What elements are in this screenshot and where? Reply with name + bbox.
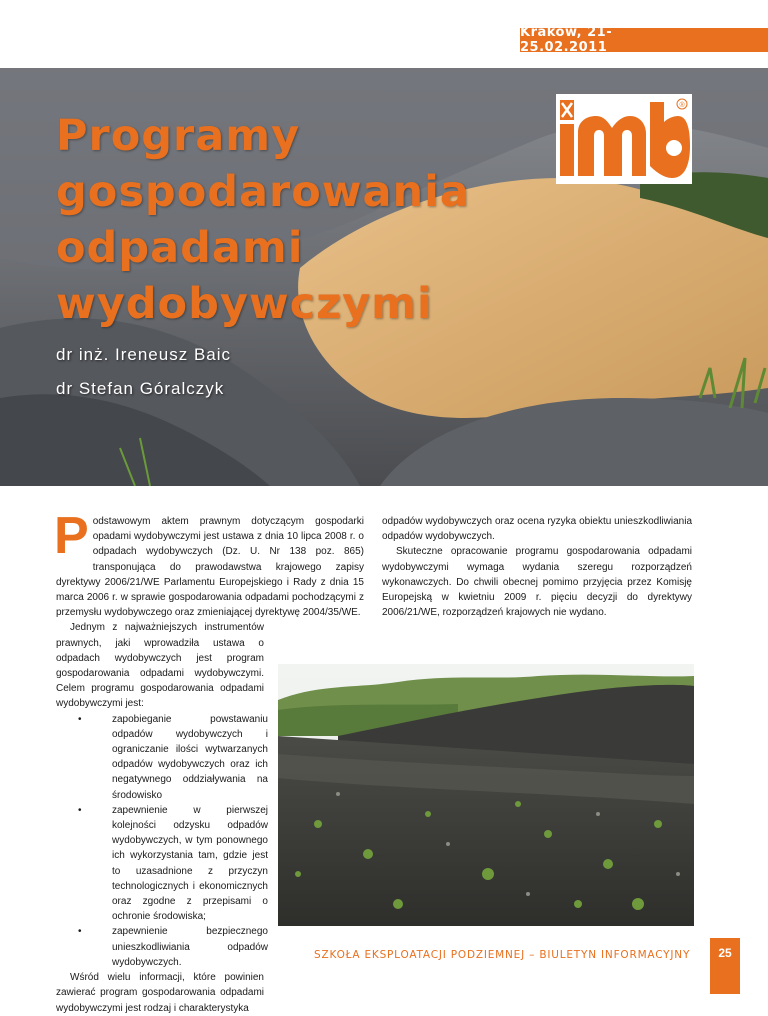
list-item: • zapobieganie powstawaniu odpadów wydobywczych i ograniczanie ilości wytwarzanych odpadów wydobywczych oraz ich negatywnego oddziaływania na środowisko bbox=[56, 712, 268, 803]
paragraph: Jednym z najważniejszych instrumentów prawnych, jaki wprowadziła ustawa o odpadach wydobywczych jest program gospodarowania odpadami wydobywczymi. Celem programu gospodarowania odpadami wydobywczymi jest: bbox=[56, 622, 264, 710]
article-title bbox=[56, 108, 470, 332]
event-date: Kraków, 21-25.02.2011 bbox=[520, 25, 613, 55]
author-name: dr Stefan Góralczyk bbox=[56, 379, 225, 398]
registered-mark: ® bbox=[679, 102, 685, 109]
drop-cap: P bbox=[54, 507, 89, 565]
title-line: Programy bbox=[56, 111, 301, 161]
waste-heap-photo bbox=[278, 664, 694, 926]
imb-logo bbox=[556, 94, 692, 184]
title-line: gospodarowania bbox=[56, 167, 470, 217]
goals-list bbox=[56, 712, 268, 970]
paragraph-intro: odstawowym aktem prawnym dotyczącym gospodarki opadami wydobywczymi jest ustawa z dnia 10 lipca 2008 r. o odpadach wydobywczych (Dz. U. Nr 138 poz. 865) transponująca do prawodawstwa krajowego zapisy dyrektywy 2006/21/WE Parlamentu Europejskiego i Rady z dnia 15 marca 2006 r. w sprawie gospodarowania odpadami pochodzącymi z przemysłu wydobywczego oraz zmieniającej dyrektywę 2004/35/WE. bbox=[56, 516, 364, 619]
title-line: odpadami bbox=[56, 223, 304, 273]
paragraph: Skuteczne opracowanie programu gospodarowania odpadami wydobywczymi wymaga wydania szeregu rozporządzeń wykonawczych. Do chwili obecnej pomimo przyjęcia przez Komisję Europejską w kwietniu 2009 r. pięciu decyzji do dyrektywy 2006/21/WE, rozporządzeń krajowych nie wydano. bbox=[382, 546, 692, 619]
waste-heap-illustration bbox=[278, 664, 694, 926]
imb-logo-mark bbox=[556, 94, 692, 184]
page-number-value: 25 bbox=[718, 946, 732, 960]
paragraph: Wśród wielu informacji, które powinien zawierać program gospodarowania odpadami wydobywczymi jest rodzaj i charakterystyka bbox=[56, 972, 264, 1014]
page-number bbox=[710, 938, 740, 994]
paragraph: odpadów wydobywczych oraz ocena ryzyka obiektu unieszkodliwiania odpadów wydobywczych. bbox=[382, 516, 692, 543]
event-date-tab bbox=[520, 25, 768, 55]
narrow-text-block bbox=[56, 620, 268, 1015]
hero-photo bbox=[0, 68, 768, 486]
authors bbox=[56, 338, 231, 406]
list-item: • zapewnienie w pierwszej kolejności odzysku odpadów wydobywczych, w tym ponownego ich wykorzystania tam, gdzie jest to uzasadnione z przyczyn technologicznych i ekonomicznych oraz zgodne z przepisami o ochronie środowiska; bbox=[56, 803, 268, 925]
title-line: wydobywczymi bbox=[56, 279, 433, 329]
footer-publication-name: SZKOŁA EKSPLOATACJI PODZIEMNEJ – BIULETYN INFORMACYJNY bbox=[314, 949, 691, 961]
author-name: dr inż. Ireneusz Baic bbox=[56, 345, 232, 364]
text-column-right bbox=[382, 514, 692, 620]
list-item: • zapewnienie bezpiecznego unieszkodliwiania odpadów wydobywczych. bbox=[56, 924, 268, 970]
